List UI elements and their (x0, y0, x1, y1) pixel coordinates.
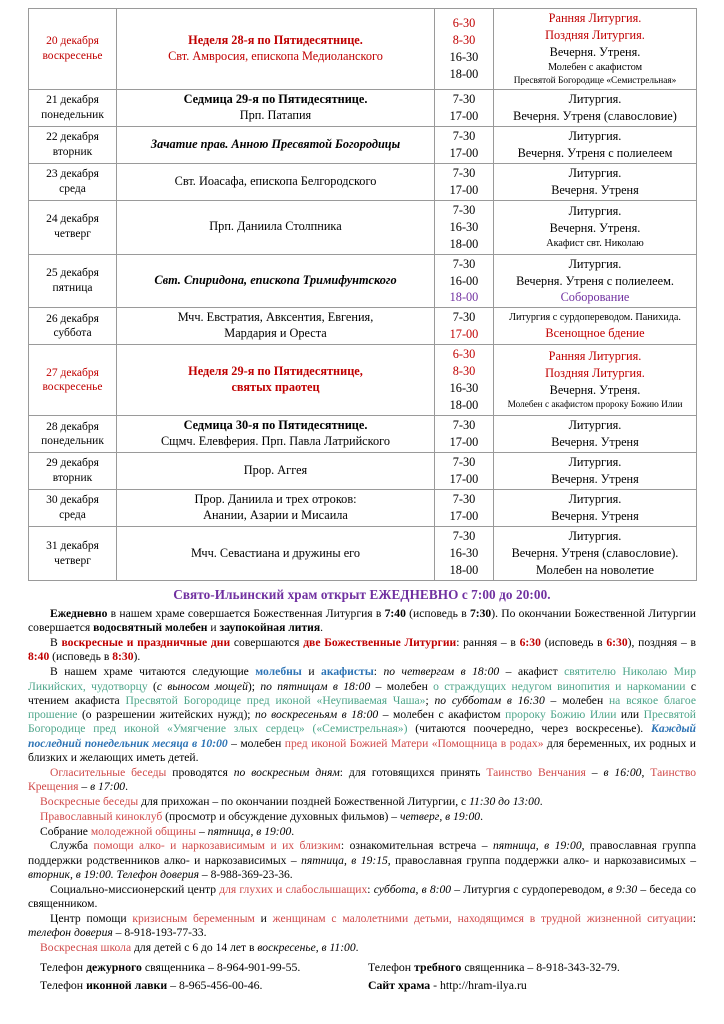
service-times-cell (435, 9, 494, 90)
service-name: Ранняя Литургия. (548, 11, 642, 25)
duty-priest-phone: Телефон дежурного священника – 8-964-901-99-55. (40, 960, 301, 975)
feast-sub: Мчч. Евстратия, Авксентия, Евгения, (177, 310, 374, 325)
feast-sub: Прор. Даниила и трех отроков: (194, 492, 357, 507)
table-row (29, 490, 697, 527)
paragraph-molebens-akathists: В нашем храме читаются следующие молебны и акафисты: по четвергам в 18:00 – акафист святителю Николаю Мир Ликийских, чудотворцу (с выносом мощей); по пятницам в 18:00 – молебен о страждущих недугом винопития и наркомании с чтением акафиста Пресвятой Богородице пред иконой «Неупиваемая Чаша»; по субботам в 16:30 – молебен на всякое благое прошение (о разрешении житейских нужд); по воскресеньям в 18:00 – молебен с акафистом пророку Божию Илии или Пресвятой Богородице пред иконой «Умягчение злых сердец» («Семистрельная») (читаются поочередно, через воскресенье). Каждый последний понедельник месяца в 10:00 – молебен пред иконой Божией Матери «Помощница в родах» для беременных, их родных и близких и желающих иметь детей. (28, 665, 697, 765)
table-row (29, 163, 697, 200)
service-name: Акафист свт. Николаю (546, 238, 644, 249)
feast-sub: Сщмч. Елевферия. Прп. Павла Латрийского (160, 434, 391, 449)
service-times-cell (435, 416, 494, 453)
date-weekday: суббота (53, 327, 92, 340)
paragraph-sunday-liturgies: В воскресные и праздничные дни совершаются две Божественные Литургии: ранняя – в 6:30 (исповедь в 6:30), поздняя – в 8:40 (исповедь в 8:30). (28, 636, 696, 664)
service-name: Литургия. (568, 418, 622, 433)
feast-main: Седмица 30-я по Пятидесятнице. (183, 418, 368, 433)
date-day: 25 декабря (46, 267, 99, 280)
service-time: 7-30 (452, 455, 476, 470)
table-row (29, 89, 697, 126)
paragraph-youth-community: Собрание молодежной общины – пятница, в 19:00. (40, 824, 295, 838)
date-day: 28 декабря (46, 420, 99, 433)
feast-sub: Свт. Спиридона, епископа Тримифунтского (154, 272, 397, 287)
feast-sub: святых праотец (231, 380, 320, 395)
schedule-date-cell (29, 89, 117, 126)
service-name: Литургия. (568, 165, 622, 180)
service-time: 17-00 (449, 145, 479, 160)
service-times-cell (435, 254, 494, 308)
date-weekday: понедельник (41, 108, 104, 121)
schedule-date-cell (29, 126, 117, 163)
service-name: Литургия с сурдопереводом. Панихида. (509, 311, 681, 323)
schedule-date-cell (29, 163, 117, 200)
service-name: Молебен с акафистом пророку Божию Илии (507, 400, 683, 411)
service-time: 17-00 (449, 182, 479, 197)
paragraph-crisis-center: Центр помощи кризисным беременным и женщинам с малолетними детьми, находящимся в трудной жизненной ситуации: телефон доверия – 8-918-193-77-33. (28, 912, 696, 940)
service-name: Пресвятой Богородице «Семистрельная» (513, 75, 677, 86)
service-time: 7-30 (452, 492, 476, 507)
service-times-cell (435, 163, 494, 200)
schedule-table-body (29, 9, 697, 581)
service-name: Литургия. (568, 529, 622, 544)
service-names-cell (494, 9, 697, 90)
phone-contacts (28, 959, 696, 993)
service-names-cell (494, 308, 697, 345)
service-name: Вечерня. Утреня. (549, 383, 641, 398)
service-time: 17-00 (449, 327, 479, 342)
service-name: Литургия. (568, 128, 622, 143)
date-day: 23 декабря (46, 167, 99, 180)
treb-priest-phone: Телефон требного священника – 8-918-343-32-79. (368, 960, 620, 975)
service-time: 17-00 (449, 108, 479, 123)
service-time: 18-00 (449, 66, 479, 81)
service-time: 8-30 (452, 364, 476, 379)
feast-cell (117, 345, 435, 416)
feast-sub: Прор. Аггея (243, 463, 308, 478)
feast-main: Седмица 29-я по Пятидесятнице. (183, 91, 368, 106)
service-times-cell (435, 200, 494, 254)
service-time: 18-00 (449, 398, 479, 413)
service-time: 17-00 (449, 472, 479, 487)
table-row (29, 527, 697, 581)
date-weekday: четверг (54, 554, 91, 567)
date-weekday: четверг (54, 228, 91, 241)
date-weekday: понедельник (41, 435, 104, 448)
date-day: 29 декабря (46, 457, 99, 470)
service-name: Поздняя Литургия. (545, 366, 645, 381)
feast-cell (117, 9, 435, 90)
service-time: 16-30 (449, 381, 479, 396)
service-names-cell (494, 527, 697, 581)
date-weekday: вторник (52, 145, 93, 158)
feast-sub: Мардария и Ореста (224, 326, 327, 341)
service-name: Поздняя Литургия. (545, 27, 645, 42)
feast-cell (117, 490, 435, 527)
schedule-date-cell (29, 453, 117, 490)
service-names-cell (494, 126, 697, 163)
date-day: 24 декабря (46, 213, 99, 226)
service-names-cell (494, 200, 697, 254)
table-row (29, 308, 697, 345)
service-time: 7-30 (452, 256, 476, 271)
feast-cell (117, 163, 435, 200)
service-name: Вечерня. Утреня. (549, 221, 641, 236)
service-name: Вечерня. Утреня (славословие). (511, 546, 679, 561)
schedule-date-cell (29, 527, 117, 581)
date-day: 31 декабря (46, 539, 99, 552)
table-row (29, 254, 697, 308)
service-time: 6-30 (452, 15, 476, 30)
service-name: Вечерня. Утреня (551, 509, 639, 524)
date-day: 21 декабря (46, 94, 99, 107)
service-time: 16-30 (449, 49, 479, 64)
service-time: 7-30 (452, 418, 476, 433)
paragraph-addiction-help: Служба помощи алко- и наркозависимым и их близким: ознакомительная встреча – пятница, в 19:00, православная группа поддержки родственников алко- и наркозависимых – пятница, в 19:15, православная группа поддержки алко- и наркозависимых – вторник, в 19:00. Телефон доверия – 8-988-369-23-36. (28, 839, 697, 882)
service-time: 16-00 (449, 273, 479, 288)
service-name: Всенощное бдение (545, 325, 645, 340)
service-time: 18-00 (449, 563, 479, 577)
service-name: Литургия. (568, 256, 622, 271)
table-row (29, 345, 697, 416)
date-weekday: вторник (52, 472, 93, 485)
service-time: 16-30 (449, 546, 479, 561)
feast-cell (117, 527, 435, 581)
feast-sub: Анании, Азарии и Мисаила (203, 508, 348, 523)
service-times-cell (435, 89, 494, 126)
feast-cell (117, 89, 435, 126)
feast-cell (117, 453, 435, 490)
service-name: Соборование (560, 290, 630, 305)
date-weekday: пятница (52, 281, 93, 294)
table-row (29, 126, 697, 163)
service-times-cell (435, 345, 494, 416)
service-time: 7-30 (452, 529, 476, 544)
feast-cell (117, 254, 435, 308)
table-row (29, 453, 697, 490)
service-time: 7-30 (452, 202, 476, 217)
feast-cell (117, 416, 435, 453)
service-time: 7-30 (452, 165, 476, 180)
date-day: 30 декабря (46, 494, 99, 507)
date-day: 22 декабря (46, 131, 99, 143)
service-name: Литургия. (568, 492, 622, 507)
date-weekday: среда (59, 182, 86, 195)
service-time: 18-00 (449, 290, 479, 305)
schedule-date-cell (29, 308, 117, 345)
feast-main: Неделя 29-я по Пятидесятнице, (188, 364, 363, 379)
service-times-cell (435, 453, 494, 490)
service-names-cell (494, 345, 697, 416)
schedule-date-cell (29, 200, 117, 254)
service-name: Вечерня. Утреня (славословие) (513, 108, 677, 123)
service-name: Литургия. (568, 455, 622, 470)
date-day: 27 декабря (46, 366, 99, 379)
schedule-date-cell (29, 345, 117, 416)
service-name: Ранняя Литургия. (548, 349, 642, 364)
service-name: Молебен с акафистом (547, 61, 643, 73)
paragraph-deaf-center: Социально-миссионерский центр для глухих и слабослышащих: суббота, в 8:00 – Литургия с сурдопереводом, в 9:30 – беседа со священником. (28, 882, 697, 911)
service-times-cell (435, 527, 494, 581)
service-names-cell (494, 490, 697, 527)
service-time: 7-30 (452, 310, 476, 325)
service-names-cell (494, 89, 697, 126)
paragraph-film-club: Православный киноклуб (просмотр и обсуждение духовных фильмов) – четверг, в 19:00. (40, 809, 484, 823)
schedule-table (28, 8, 697, 581)
service-time: 7-30 (452, 128, 476, 143)
opening-hours-banner: Свято-Ильинский храм открыт ЕЖЕДНЕВНО с 7:00 до 20:00. (173, 586, 551, 602)
schedule-date-cell (29, 416, 117, 453)
service-name: Молебен на новолетие (536, 563, 654, 577)
feast-sub: Свт. Иоасафа, епископа Белгородского (174, 173, 377, 188)
feast-sub: Свт. Амвросия, епископа Медиоланского (168, 48, 383, 63)
service-times-cell (435, 490, 494, 527)
schedule-date-cell (29, 254, 117, 308)
service-name: Вечерня. Утреня (551, 435, 639, 450)
date-weekday: среда (59, 509, 86, 522)
service-names-cell (494, 163, 697, 200)
church-website[interactable]: Сайт храма - http://hram-ilya.ru (368, 977, 527, 992)
service-name: Вечерня. Утреня с полиелеем (517, 145, 673, 160)
service-name: Вечерня. Утреня с полиелеем. (516, 273, 674, 288)
service-name: Литургия. (568, 204, 622, 219)
date-day: 20 декабря (46, 35, 99, 48)
paragraph-catechism-talks: Огласительные беседы проводятся по воскресным дням: для готовящихся принять Таинство Венчания – в 16:00, Таинство Крещения – в 17:00. (28, 765, 697, 794)
feast-cell (117, 200, 435, 254)
service-time: 6-30 (452, 347, 476, 362)
paragraph-sunday-talks: Воскресные беседы для прихожан – по окончании поздней Божественной Литургии, с 11:30 до 13:00. (40, 795, 543, 809)
date-day: 26 декабря (46, 312, 99, 325)
service-name: Вечерня. Утреня (551, 472, 639, 487)
service-name: Литургия. (568, 91, 622, 106)
service-name: Вечерня. Утреня. (549, 44, 641, 59)
service-time: 17-00 (449, 435, 479, 450)
service-names-cell (494, 416, 697, 453)
schedule-date-cell (29, 490, 117, 527)
feast-cell (117, 126, 435, 163)
date-weekday: воскресенье (42, 49, 103, 62)
service-time: 17-00 (449, 509, 479, 524)
paragraph-sunday-school: Воскресная школа для детей с 6 до 14 лет в воскресенье, в 11:00. (40, 941, 359, 955)
service-time: 7-30 (452, 91, 476, 106)
service-names-cell (494, 254, 697, 308)
feast-main: Неделя 28-я по Пятидесятнице. (188, 32, 363, 47)
service-names-cell (494, 453, 697, 490)
feast-sub: Прп. Даниила Столпника (209, 219, 342, 234)
service-time: 18-00 (449, 236, 479, 251)
feast-sub: Прп. Патапия (239, 107, 312, 122)
feast-sub: Зачатие прав. Анною Пресвятой Богородицы (150, 136, 401, 151)
icon-shop-phone: Телефон иконной лавки – 8-965-456-00-46. (40, 977, 263, 992)
table-row (29, 200, 697, 254)
service-name: Вечерня. Утреня (551, 182, 639, 197)
date-weekday: воскресенье (42, 381, 103, 394)
service-times-cell (435, 126, 494, 163)
service-time: 8-30 (452, 32, 476, 47)
table-row (29, 9, 697, 90)
paragraph-daily: Ежедневно в нашем храме совершается Божественная Литургия в 7:40 (исповедь в 7:30). По окончании Божественной Литургии совершается водосвятный молебен и заупокойная лития. (28, 606, 696, 635)
service-time: 16-30 (449, 219, 479, 234)
feast-sub: Мчч. Севастиана и дружины его (190, 545, 361, 560)
table-row (29, 416, 697, 453)
schedule-date-cell (29, 9, 117, 90)
service-times-cell (435, 308, 494, 345)
feast-cell (117, 308, 435, 345)
